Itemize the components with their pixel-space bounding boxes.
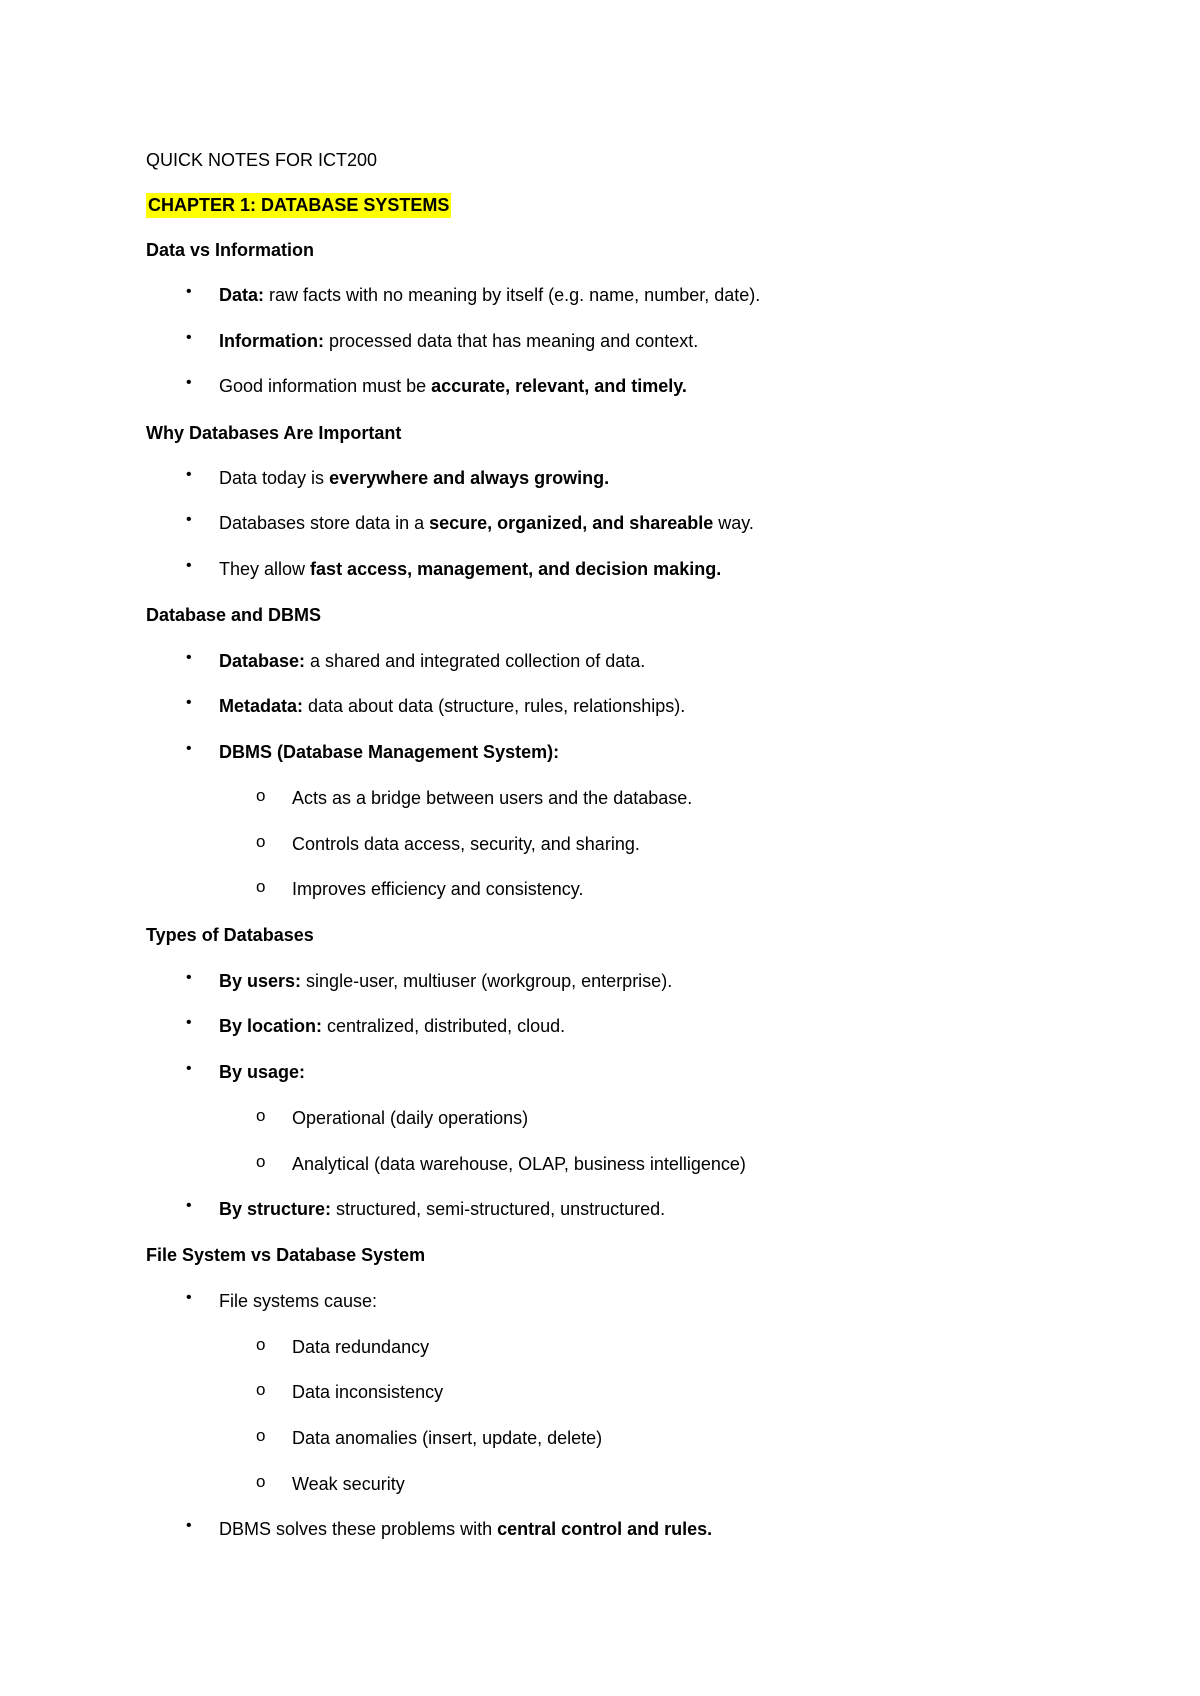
sub-list-item: Acts as a bridge between users and the database. — [292, 788, 693, 808]
list-item: Data today is everywhere and always growing. — [219, 468, 610, 488]
bullet-icon: • — [186, 557, 192, 574]
bullet-icon: • — [186, 283, 192, 300]
sub-bullet-icon: o — [256, 1152, 266, 1171]
sub-bullet-icon: o — [256, 1335, 266, 1354]
section-heading: Why Databases Are Important — [146, 423, 402, 443]
list-item: DBMS solves these problems with central control and rules. — [219, 1519, 713, 1539]
sub-list-item: Weak security — [292, 1474, 405, 1494]
list-item: Databases store data in a secure, organized, and shareable way. — [219, 513, 754, 533]
sub-list-item: Data redundancy — [292, 1337, 430, 1357]
list-item: File systems cause: — [219, 1291, 378, 1311]
section-heading: Data vs Information — [146, 240, 315, 260]
sub-bullet-icon: o — [256, 1380, 266, 1399]
sub-list-item: Controls data access, security, and sharing. — [292, 834, 640, 854]
sub-bullet-icon: o — [256, 832, 266, 851]
bullet-icon: • — [186, 1197, 192, 1214]
list-item: DBMS (Database Management System): — [219, 742, 560, 762]
bullet-icon: • — [186, 1517, 192, 1534]
section-heading: File System vs Database System — [146, 1245, 426, 1265]
list-item: By structure: structured, semi-structured, unstructured. — [219, 1199, 666, 1219]
sub-bullet-icon: o — [256, 786, 266, 805]
sub-list-item: Analytical (data warehouse, OLAP, business intelligence) — [292, 1154, 746, 1174]
bullet-icon: • — [186, 1060, 192, 1077]
bullet-icon: • — [186, 1289, 192, 1306]
bullet-icon: • — [186, 511, 192, 528]
sub-list-item: Improves efficiency and consistency. — [292, 879, 584, 899]
sub-bullet-icon: o — [256, 1472, 266, 1491]
list-item: Metadata: data about data (structure, rules, relationships). — [219, 696, 686, 716]
section-heading: Types of Databases — [146, 925, 314, 945]
bullet-icon: • — [186, 374, 192, 391]
list-item: Database: a shared and integrated collection of data. — [219, 651, 646, 671]
sub-bullet-icon: o — [256, 877, 266, 896]
sub-list-item: Operational (daily operations) — [292, 1108, 529, 1128]
list-item: Information: processed data that has meaning and context. — [219, 331, 699, 351]
section-heading: Database and DBMS — [146, 605, 322, 625]
bullet-icon: • — [186, 1014, 192, 1031]
list-item: Data: raw facts with no meaning by itself (e.g. name, number, date). — [219, 285, 761, 305]
list-item: They allow fast access, management, and decision making. — [219, 559, 722, 579]
bullet-icon: • — [186, 694, 192, 711]
list-item: Good information must be accurate, relevant, and timely. — [219, 376, 687, 396]
sub-list-item: Data anomalies (insert, update, delete) — [292, 1428, 603, 1448]
bullet-icon: • — [186, 969, 192, 986]
chapter-heading — [146, 193, 451, 217]
list-item: By location: centralized, distributed, cloud. — [219, 1016, 566, 1036]
sub-list-item: Data inconsistency — [292, 1382, 444, 1402]
bullet-icon: • — [186, 329, 192, 346]
bullet-icon: • — [186, 740, 192, 757]
sub-bullet-icon: o — [256, 1106, 266, 1125]
sub-bullet-icon: o — [256, 1426, 266, 1445]
list-item: By users: single-user, multiuser (workgroup, enterprise). — [219, 971, 673, 991]
bullet-icon: • — [186, 466, 192, 483]
list-item: By usage: — [219, 1062, 306, 1082]
chapter-highlight: CHAPTER 1: DATABASE SYSTEMS — [146, 193, 451, 218]
bullet-icon: • — [186, 649, 192, 666]
document-title: QUICK NOTES FOR ICT200 — [146, 150, 378, 170]
